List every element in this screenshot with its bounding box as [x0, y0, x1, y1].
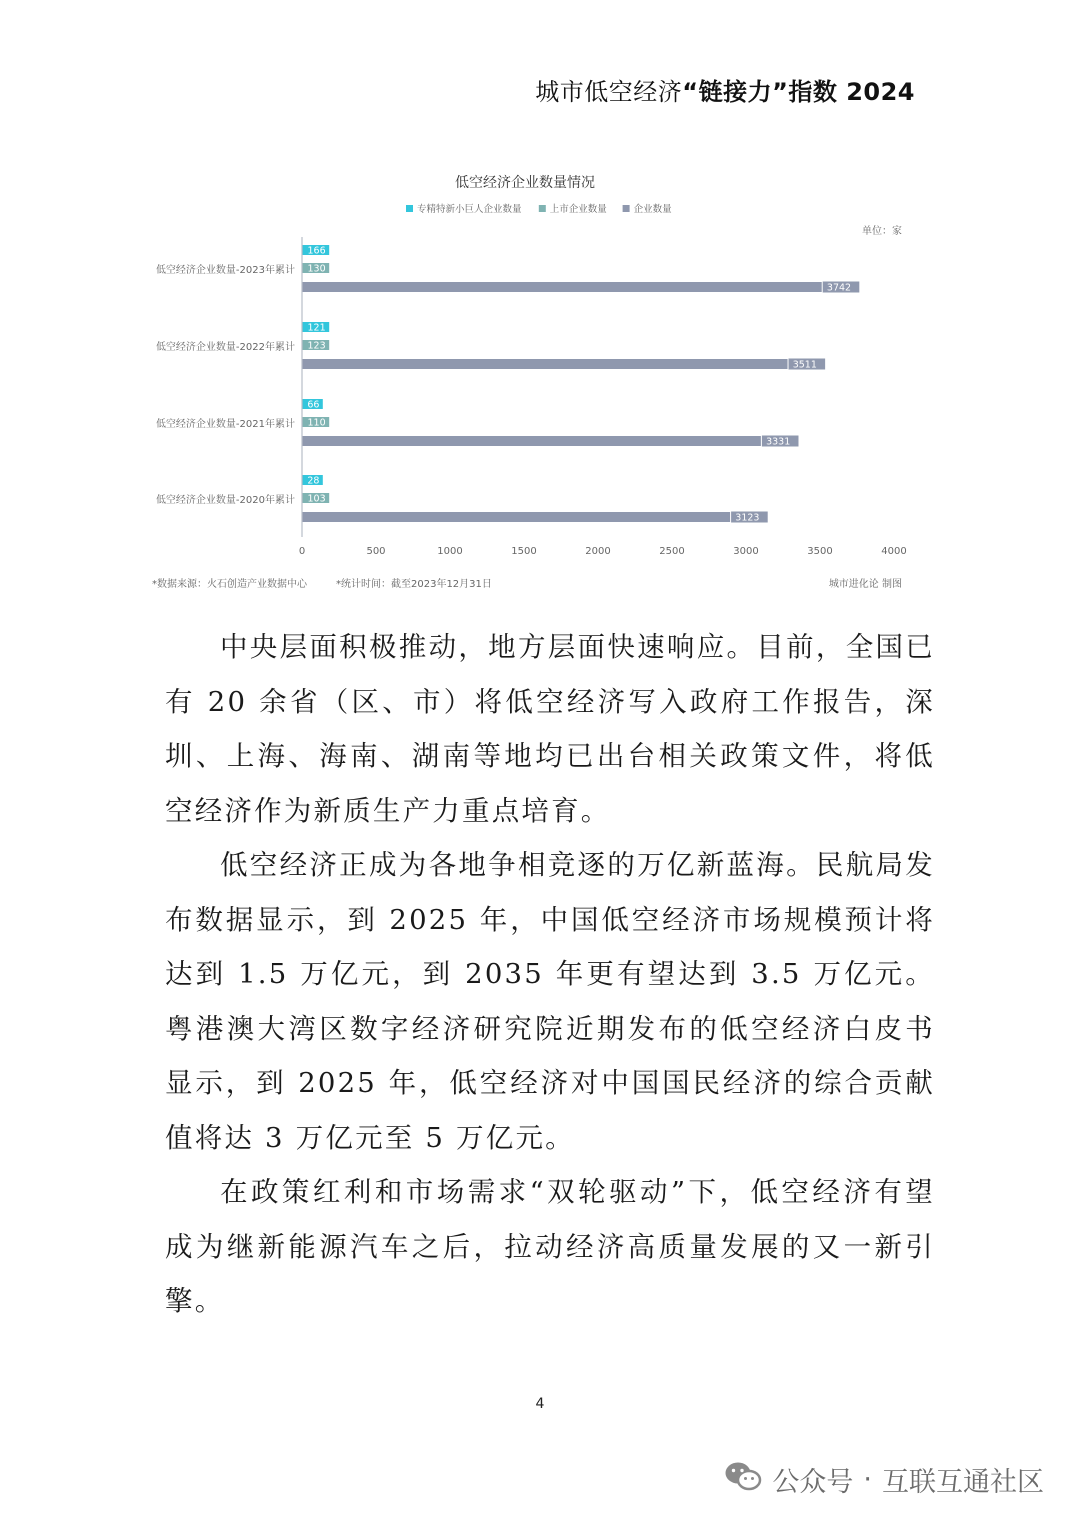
- chart-unit-label: 单位：家: [862, 226, 902, 237]
- bar: [302, 436, 795, 446]
- data-label: 103: [307, 493, 326, 505]
- wechat-watermark: [724, 1460, 1044, 1499]
- watermark-prefix: 公众号: [772, 1467, 854, 1498]
- data-label: 123: [307, 340, 326, 352]
- chart-title: 低空经济企业数量情况: [455, 175, 595, 191]
- x-tick-label: 0: [298, 546, 306, 557]
- header-title-prefix: 城市低空经济: [535, 78, 683, 106]
- page-header: [535, 72, 915, 107]
- chart-svg: [140, 165, 920, 595]
- enterprise-count-chart: [140, 165, 920, 595]
- data-label: 3511: [792, 359, 817, 371]
- data-label: 166: [307, 245, 326, 257]
- paragraph-2: 低空经济正成为各地争相竞逐的万亿新蓝海。民航局发布数据显示，到 2025 年，中国低空经济市场规模预计将达到 1.5 万亿元，到 2035 年更有望达到 3.5 万亿元。粤港澳大湾区数字经济研究院近期发布的低空经济白皮书显示，到 2025 年，低空经济对中国国民经济的综合贡献值将达 3 万亿元至 5 万亿元。: [165, 849, 935, 1154]
- data-label: 130: [307, 263, 326, 275]
- bar: [302, 512, 764, 522]
- legend-swatch: [539, 205, 546, 212]
- data-label: 110: [307, 417, 326, 429]
- data-label: 3331: [766, 436, 791, 448]
- chart-source-note: *数据来源：火石创造产业数据中心: [152, 579, 307, 590]
- bar: [302, 359, 822, 369]
- category-labels: [156, 263, 295, 506]
- legend-label: 企业数量: [633, 204, 672, 215]
- paragraph-3: 在政策红利和市场需求“双轮驱动”下，低空经济有望成为继新能源汽车之后，拉动经济高质量发展的又一新引擎。: [165, 1176, 935, 1317]
- wechat-icon: [724, 1460, 762, 1499]
- watermark-separator: ·: [863, 1464, 872, 1495]
- x-tick-label: 2000: [585, 546, 611, 557]
- chart-time-note: *统计时间：截至2023年12月31日: [336, 579, 492, 590]
- header-title-highlight: “链接力”指数 2024: [682, 78, 915, 106]
- chart-legend: [406, 203, 672, 215]
- data-label: 3123: [735, 512, 760, 524]
- watermark-name: 互联互通社区: [882, 1467, 1044, 1498]
- x-tick-label: 3000: [733, 546, 759, 557]
- bar: [302, 282, 856, 292]
- legend-label: 专精特新小巨人企业数量: [417, 204, 522, 215]
- category-label: 低空经济企业数量-2021年累计: [155, 419, 295, 430]
- chart-bars: [302, 245, 860, 524]
- x-tick-label: 4000: [881, 546, 907, 557]
- legend-swatch: [406, 205, 413, 212]
- category-label: 低空经济企业数量-2023年累计: [155, 265, 295, 276]
- article-body: [165, 620, 935, 1329]
- paragraph-1: 中央层面积极推动，地方层面快速响应。目前，全国已有 20 余省（区、市）将低空经济写入政府工作报告，深圳、上海、海南、湖南等地均已出台相关政策文件，将低空经济作为新质生产力重点培育。: [165, 631, 935, 827]
- x-tick-label: 1500: [511, 546, 537, 557]
- chart-credit: 城市进化论 制图: [828, 579, 902, 590]
- x-tick-label: 3500: [807, 546, 833, 557]
- x-tick-label: 1000: [437, 546, 463, 557]
- data-label: 3742: [826, 282, 852, 294]
- category-label: 低空经济企业数量-2020年累计: [155, 495, 295, 506]
- page-number: 4: [535, 1396, 545, 1412]
- x-tick-label: 2500: [659, 546, 685, 557]
- data-label: 121: [307, 322, 326, 334]
- legend-label: 上市企业数量: [549, 204, 607, 215]
- x-tick-label: 500: [366, 546, 386, 557]
- data-label: 66: [307, 399, 320, 411]
- data-label: 28: [307, 475, 320, 487]
- legend-swatch: [623, 205, 630, 212]
- category-label: 低空经济企业数量-2022年累计: [155, 342, 295, 353]
